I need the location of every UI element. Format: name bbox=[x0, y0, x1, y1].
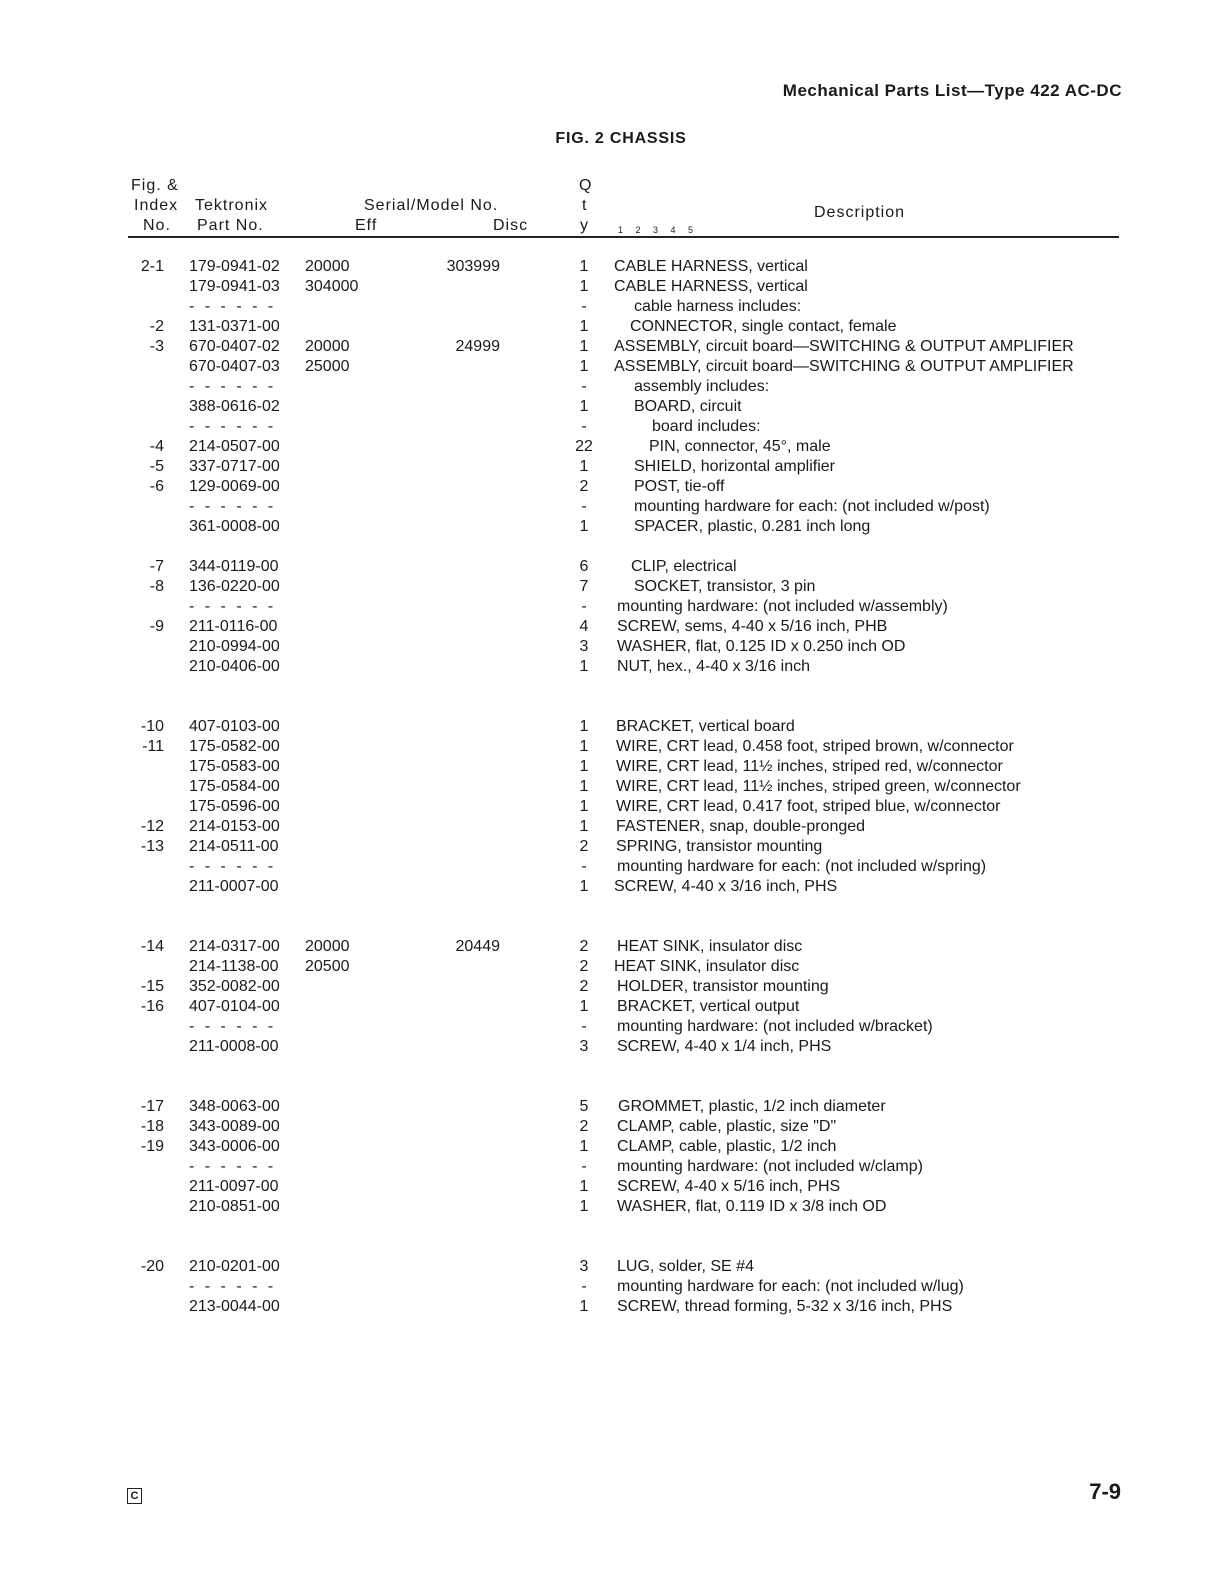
part-number: - - - - - - bbox=[189, 378, 277, 395]
serial-disc: 24999 bbox=[455, 338, 500, 355]
col-fig-line3: No. bbox=[143, 217, 171, 234]
parts-row bbox=[0, 977, 1225, 997]
index-number: -19 bbox=[140, 1138, 164, 1155]
quantity: 1 bbox=[579, 658, 589, 675]
part-number: 348-0063-00 bbox=[189, 1098, 280, 1115]
quantity: 1 bbox=[579, 1138, 589, 1155]
quantity: 1 bbox=[579, 998, 589, 1015]
parts-row bbox=[0, 397, 1225, 417]
row-spacer bbox=[0, 1237, 1225, 1257]
serial-eff: 25000 bbox=[305, 358, 350, 375]
quantity: 4 bbox=[579, 618, 589, 635]
parts-row bbox=[0, 717, 1225, 737]
index-number: -4 bbox=[149, 438, 164, 455]
col-qty-q: Q bbox=[579, 177, 593, 194]
index-number: -8 bbox=[149, 578, 164, 595]
description: WASHER, flat, 0.125 ID x 0.250 inch OD bbox=[617, 638, 906, 655]
parts-row bbox=[0, 857, 1225, 877]
quantity: 6 bbox=[579, 558, 589, 575]
part-number: - - - - - - bbox=[189, 298, 277, 315]
description: CLAMP, cable, plastic, size "D" bbox=[617, 1118, 837, 1135]
description: PIN, connector, 45°, male bbox=[649, 438, 831, 455]
description: SOCKET, transistor, 3 pin bbox=[634, 578, 816, 595]
parts-row bbox=[0, 337, 1225, 357]
header-rule bbox=[128, 236, 1119, 238]
description: SCREW, 4-40 x 5/16 inch, PHS bbox=[617, 1178, 841, 1195]
parts-row bbox=[0, 1197, 1225, 1217]
parts-row bbox=[0, 957, 1225, 977]
parts-row bbox=[0, 797, 1225, 817]
part-number: - - - - - - bbox=[189, 498, 277, 515]
index-number: -5 bbox=[149, 458, 164, 475]
running-title: Mechanical Parts List—Type 422 AC-DC bbox=[782, 81, 1122, 100]
quantity: 3 bbox=[579, 1258, 589, 1275]
parts-row bbox=[0, 437, 1225, 457]
quantity: 1 bbox=[579, 878, 589, 895]
quantity: 1 bbox=[579, 398, 589, 415]
quantity: 1 bbox=[579, 818, 589, 835]
serial-disc: 303999 bbox=[446, 258, 500, 275]
parts-row bbox=[0, 817, 1225, 837]
description: BRACKET, vertical board bbox=[616, 718, 795, 735]
part-number: 210-0201-00 bbox=[189, 1258, 280, 1275]
parts-row bbox=[0, 737, 1225, 757]
parts-row bbox=[0, 617, 1225, 637]
quantity: 22 bbox=[575, 438, 593, 455]
description: mounting hardware: (not included w/bracket) bbox=[617, 1018, 933, 1035]
parts-row bbox=[0, 417, 1225, 437]
parts-row bbox=[0, 937, 1225, 957]
description: WIRE, CRT lead, 0.417 foot, striped blue, w/connector bbox=[616, 798, 1001, 815]
part-number: 214-1138-00 bbox=[189, 958, 279, 975]
parts-row bbox=[0, 597, 1225, 617]
parts-row bbox=[0, 297, 1225, 317]
description: mounting hardware: (not included w/assembly) bbox=[617, 598, 948, 615]
part-number: 407-0103-00 bbox=[189, 718, 280, 735]
col-qty-y: y bbox=[580, 217, 589, 234]
parts-row bbox=[0, 277, 1225, 297]
description: GROMMET, plastic, 1/2 inch diameter bbox=[618, 1098, 886, 1115]
quantity: 2 bbox=[579, 978, 589, 995]
parts-row bbox=[0, 1257, 1225, 1277]
part-number: 361-0008-00 bbox=[189, 518, 280, 535]
index-number: -9 bbox=[149, 618, 164, 635]
description: ASSEMBLY, circuit board—SWITCHING & OUTPUT AMPLIFIER bbox=[614, 338, 1074, 355]
part-number: 210-0994-00 bbox=[189, 638, 280, 655]
part-number: - - - - - - bbox=[189, 1278, 277, 1295]
quantity: 1 bbox=[579, 1198, 589, 1215]
index-number: -12 bbox=[140, 818, 164, 835]
quantity: - bbox=[581, 1158, 587, 1175]
description: BOARD, circuit bbox=[634, 398, 742, 415]
part-number: 214-0317-00 bbox=[189, 938, 280, 955]
description: HEAT SINK, insulator disc bbox=[614, 958, 800, 975]
description: WIRE, CRT lead, 11½ inches, striped green, w/connector bbox=[616, 778, 1021, 795]
description: mounting hardware for each: (not included w/spring) bbox=[617, 858, 987, 875]
parts-row bbox=[0, 637, 1225, 657]
part-number: 670-0407-02 bbox=[189, 338, 280, 355]
page-number: 7-9 bbox=[1089, 1479, 1121, 1504]
description: SHIELD, horizontal amplifier bbox=[634, 458, 835, 475]
part-number: 175-0596-00 bbox=[189, 798, 280, 815]
col-disc: Disc bbox=[493, 217, 529, 234]
description: FASTENER, snap, double-pronged bbox=[616, 818, 866, 835]
part-number: 407-0104-00 bbox=[189, 998, 280, 1015]
part-number: 211-0008-00 bbox=[189, 1038, 279, 1055]
row-spacer bbox=[0, 1077, 1225, 1097]
parts-row bbox=[0, 837, 1225, 857]
description: SPACER, plastic, 0.281 inch long bbox=[634, 518, 871, 535]
part-number: 211-0007-00 bbox=[189, 878, 279, 895]
index-number: -18 bbox=[140, 1118, 164, 1135]
row-spacer bbox=[0, 537, 1225, 557]
part-number: 214-0507-00 bbox=[189, 438, 280, 455]
parts-row bbox=[0, 1157, 1225, 1177]
part-number: 214-0153-00 bbox=[189, 818, 280, 835]
part-number: 210-0406-00 bbox=[189, 658, 280, 675]
quantity: 3 bbox=[579, 638, 589, 655]
description: CABLE HARNESS, vertical bbox=[614, 278, 808, 295]
row-spacer bbox=[0, 897, 1225, 917]
part-number: 670-0407-03 bbox=[189, 358, 280, 375]
parts-row bbox=[0, 1017, 1225, 1037]
serial-disc: 20449 bbox=[455, 938, 500, 955]
index-number: -3 bbox=[149, 338, 164, 355]
description: board includes: bbox=[652, 418, 761, 435]
figure-title: FIG. 2 CHASSIS bbox=[555, 130, 687, 147]
quantity: 3 bbox=[579, 1038, 589, 1055]
index-number: -10 bbox=[140, 718, 164, 735]
part-number: 344-0119-00 bbox=[189, 558, 279, 575]
description: mounting hardware for each: (not included w/post) bbox=[634, 498, 990, 515]
quantity: - bbox=[581, 298, 587, 315]
col-description: Description bbox=[814, 204, 906, 221]
quantity: 1 bbox=[579, 318, 589, 335]
description: mounting hardware: (not included w/clamp) bbox=[617, 1158, 923, 1175]
part-number: 129-0069-00 bbox=[189, 478, 280, 495]
description: HEAT SINK, insulator disc bbox=[617, 938, 803, 955]
parts-row bbox=[0, 1277, 1225, 1297]
quantity: 1 bbox=[579, 718, 589, 735]
part-number: 211-0116-00 bbox=[189, 618, 278, 635]
description: WIRE, CRT lead, 11½ inches, striped red, w/connector bbox=[616, 758, 1003, 775]
part-number: 343-0006-00 bbox=[189, 1138, 280, 1155]
index-number: -20 bbox=[140, 1258, 164, 1275]
description: mounting hardware for each: (not included w/lug) bbox=[617, 1278, 964, 1295]
part-number: 179-0941-02 bbox=[189, 258, 280, 275]
parts-row bbox=[0, 1297, 1225, 1317]
quantity: 1 bbox=[579, 1298, 589, 1315]
parts-list bbox=[0, 257, 1225, 1317]
row-spacer bbox=[0, 1057, 1225, 1077]
parts-row bbox=[0, 317, 1225, 337]
col-serial-model: Serial/Model No. bbox=[364, 197, 499, 214]
parts-row bbox=[0, 577, 1225, 597]
quantity: - bbox=[581, 1018, 587, 1035]
parts-row bbox=[0, 457, 1225, 477]
part-number: 179-0941-03 bbox=[189, 278, 280, 295]
parts-row bbox=[0, 1177, 1225, 1197]
quantity: 1 bbox=[579, 338, 589, 355]
description: WIRE, CRT lead, 0.458 foot, striped brown, w/connector bbox=[616, 738, 1014, 755]
description: SCREW, thread forming, 5-32 x 3/16 inch, PHS bbox=[617, 1298, 953, 1315]
quantity: - bbox=[581, 418, 587, 435]
quantity: 2 bbox=[579, 1118, 589, 1135]
description: LUG, solder, SE #4 bbox=[617, 1258, 754, 1275]
description: POST, tie-off bbox=[634, 478, 725, 495]
index-number: -13 bbox=[140, 838, 164, 855]
index-number: 2-1 bbox=[140, 258, 164, 275]
description: SCREW, 4-40 x 3/16 inch, PHS bbox=[614, 878, 838, 895]
col-indent-levels: 1 2 3 4 5 bbox=[618, 225, 699, 235]
row-spacer bbox=[0, 697, 1225, 717]
description: CABLE HARNESS, vertical bbox=[614, 258, 808, 275]
quantity: - bbox=[581, 1278, 587, 1295]
parts-row bbox=[0, 1037, 1225, 1057]
quantity: 1 bbox=[579, 258, 589, 275]
description: CLIP, electrical bbox=[631, 558, 737, 575]
index-number: -6 bbox=[149, 478, 164, 495]
quantity: 2 bbox=[579, 478, 589, 495]
part-number: - - - - - - bbox=[189, 1018, 277, 1035]
quantity: 1 bbox=[579, 518, 589, 535]
quantity: 5 bbox=[579, 1098, 589, 1115]
serial-eff: 304000 bbox=[305, 278, 359, 295]
part-number: 211-0097-00 bbox=[189, 1178, 279, 1195]
description: HOLDER, transistor mounting bbox=[617, 978, 829, 995]
quantity: 1 bbox=[579, 758, 589, 775]
part-number: - - - - - - bbox=[189, 1158, 277, 1175]
index-number: -15 bbox=[140, 978, 164, 995]
description: SCREW, 4-40 x 1/4 inch, PHS bbox=[617, 1038, 832, 1055]
part-number: 337-0717-00 bbox=[189, 458, 280, 475]
quantity: 2 bbox=[579, 838, 589, 855]
parts-row bbox=[0, 517, 1225, 537]
serial-eff: 20500 bbox=[305, 958, 350, 975]
quantity: 2 bbox=[579, 938, 589, 955]
part-number: 213-0044-00 bbox=[189, 1298, 280, 1315]
part-number: 343-0089-00 bbox=[189, 1118, 280, 1135]
description: assembly includes: bbox=[634, 378, 770, 395]
part-number: 214-0511-00 bbox=[189, 838, 279, 855]
row-spacer bbox=[0, 917, 1225, 937]
quantity: - bbox=[581, 378, 587, 395]
parts-row bbox=[0, 1097, 1225, 1117]
col-eff: Eff bbox=[355, 217, 378, 234]
description: NUT, hex., 4-40 x 3/16 inch bbox=[617, 658, 810, 675]
quantity: 1 bbox=[579, 278, 589, 295]
part-number: 175-0582-00 bbox=[189, 738, 280, 755]
part-number: - - - - - - bbox=[189, 418, 277, 435]
row-spacer bbox=[0, 677, 1225, 697]
part-number: 175-0584-00 bbox=[189, 778, 280, 795]
copyright-mark: C bbox=[127, 1488, 142, 1504]
quantity: 1 bbox=[579, 738, 589, 755]
row-spacer bbox=[0, 1217, 1225, 1237]
quantity: - bbox=[581, 858, 587, 875]
quantity: 1 bbox=[579, 358, 589, 375]
parts-row bbox=[0, 997, 1225, 1017]
serial-eff: 20000 bbox=[305, 938, 350, 955]
part-number: 131-0371-00 bbox=[189, 318, 280, 335]
quantity: 1 bbox=[579, 778, 589, 795]
description: CLAMP, cable, plastic, 1/2 inch bbox=[617, 1138, 837, 1155]
part-number: 210-0851-00 bbox=[189, 1198, 280, 1215]
serial-eff: 20000 bbox=[305, 258, 350, 275]
parts-row bbox=[0, 377, 1225, 397]
index-number: -2 bbox=[149, 318, 164, 335]
part-number: 175-0583-00 bbox=[189, 758, 280, 775]
index-number: -11 bbox=[142, 738, 164, 755]
parts-row bbox=[0, 757, 1225, 777]
col-fig-line1: Fig. & bbox=[131, 177, 179, 194]
col-qty-t: t bbox=[582, 197, 588, 214]
col-fig-line2: Index bbox=[134, 197, 179, 214]
col-part-line1: Tektronix bbox=[195, 197, 269, 214]
parts-row bbox=[0, 557, 1225, 577]
quantity: 1 bbox=[579, 458, 589, 475]
index-number: -16 bbox=[140, 998, 164, 1015]
parts-row bbox=[0, 1117, 1225, 1137]
part-number: 352-0082-00 bbox=[189, 978, 280, 995]
part-number: 388-0616-02 bbox=[189, 398, 280, 415]
description: cable harness includes: bbox=[634, 298, 802, 315]
parts-row bbox=[0, 657, 1225, 677]
quantity: - bbox=[581, 498, 587, 515]
index-number: -17 bbox=[140, 1098, 164, 1115]
serial-eff: 20000 bbox=[305, 338, 350, 355]
quantity: 1 bbox=[579, 798, 589, 815]
quantity: 7 bbox=[579, 578, 589, 595]
parts-row bbox=[0, 1137, 1225, 1157]
description: ASSEMBLY, circuit board—SWITCHING & OUTPUT AMPLIFIER bbox=[614, 358, 1074, 375]
part-number: - - - - - - bbox=[189, 858, 277, 875]
description: BRACKET, vertical output bbox=[617, 998, 800, 1015]
description: WASHER, flat, 0.119 ID x 3/8 inch OD bbox=[617, 1198, 887, 1215]
quantity: - bbox=[581, 598, 587, 615]
parts-row bbox=[0, 357, 1225, 377]
parts-row bbox=[0, 877, 1225, 897]
col-part-line2: Part No. bbox=[197, 217, 264, 234]
parts-row bbox=[0, 777, 1225, 797]
description: SCREW, sems, 4-40 x 5/16 inch, PHB bbox=[617, 618, 888, 635]
parts-row bbox=[0, 257, 1225, 277]
description: CONNECTOR, single contact, female bbox=[630, 318, 897, 335]
part-number: - - - - - - bbox=[189, 598, 277, 615]
parts-row bbox=[0, 477, 1225, 497]
index-number: -7 bbox=[149, 558, 164, 575]
description: SPRING, transistor mounting bbox=[616, 838, 823, 855]
part-number: 136-0220-00 bbox=[189, 578, 280, 595]
quantity: 1 bbox=[579, 1178, 589, 1195]
parts-row bbox=[0, 497, 1225, 517]
index-number: -14 bbox=[140, 938, 164, 955]
quantity: 2 bbox=[579, 958, 589, 975]
